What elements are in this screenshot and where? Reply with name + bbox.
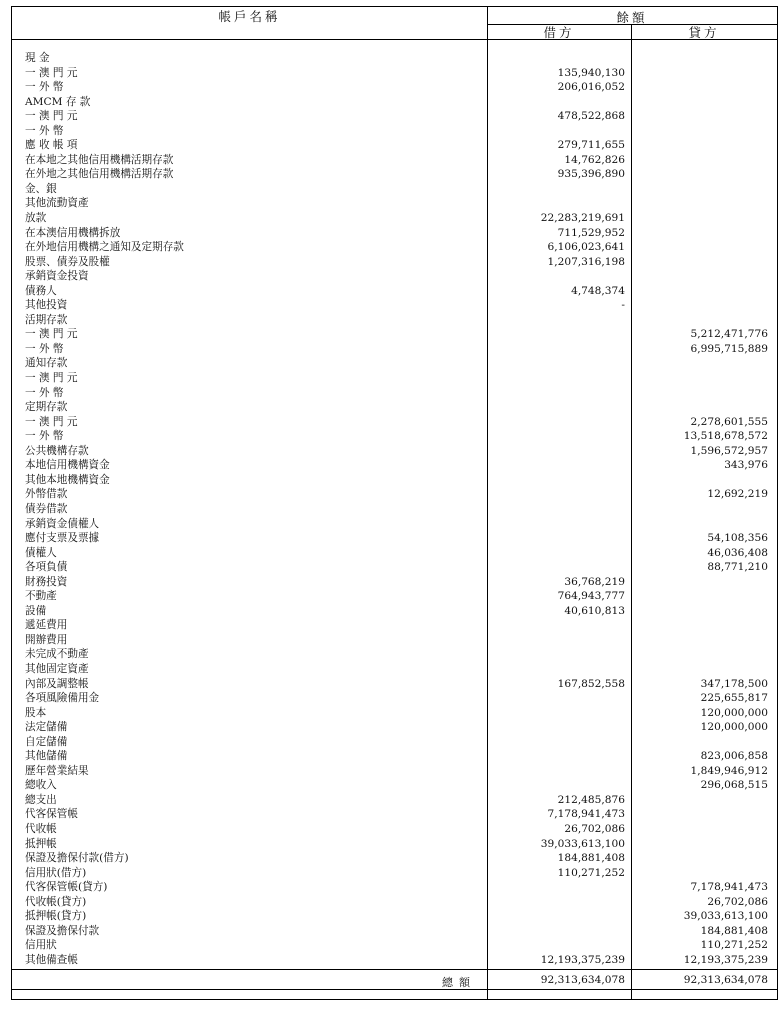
table-row	[12, 95, 777, 110]
table-row	[12, 851, 777, 866]
credit-cell: 2,278,601,555	[690, 415, 768, 428]
account-name-cell: 一 外 幣	[25, 430, 64, 443]
table-row	[12, 662, 777, 677]
table-row	[12, 429, 777, 444]
account-name-cell: 其他固定資產	[25, 662, 89, 675]
account-name-cell: 一 外 幣	[25, 342, 64, 355]
account-name-cell: 在外地信用機構之通知及定期存款	[25, 241, 184, 254]
account-name-cell: 應 收 帳 項	[25, 139, 78, 152]
account-name-cell: 在外地之其他信用機構活期存款	[25, 168, 174, 181]
account-name-cell: 一 澳 門 元	[25, 372, 78, 385]
total-debit: 92,313,634,078	[540, 974, 625, 986]
table-row	[12, 298, 777, 313]
account-name-cell: 其他本地機構資金	[25, 473, 110, 486]
account-name-cell: 總支出	[25, 793, 57, 806]
debit-cell: 135,940,130	[557, 66, 625, 79]
debit-cell: 40,610,813	[564, 604, 625, 617]
account-name-cell: 內部及調整帳	[25, 677, 89, 690]
table-row	[12, 226, 777, 241]
account-name-cell: 一 外 幣	[25, 124, 64, 137]
credit-cell: 110,271,252	[700, 939, 768, 952]
balance-header: 餘額	[616, 10, 648, 25]
account-name-cell: 法定儲備	[25, 721, 68, 734]
table-row	[12, 502, 777, 517]
table-row	[12, 691, 777, 706]
table-row	[12, 458, 777, 473]
table-row	[12, 822, 777, 837]
table-row	[12, 153, 777, 168]
account-name-cell: 一 澳 門 元	[25, 66, 78, 79]
debit-cell: 110,271,252	[557, 866, 625, 879]
balance-sheet-table	[11, 6, 778, 1000]
account-name-cell: 活期存款	[25, 313, 68, 326]
debit-cell: 26,702,086	[564, 822, 625, 835]
credit-cell: 12,193,375,239	[683, 953, 768, 966]
table-row	[12, 66, 777, 81]
debit-cell: 7,178,941,473	[547, 808, 625, 821]
account-name-cell: 債券借款	[25, 502, 68, 515]
account-name-cell: 承銷資金投資	[25, 270, 89, 283]
account-name-cell: 歷年營業結果	[25, 764, 89, 777]
account-name-cell: 一 外 幣	[25, 386, 64, 399]
account-name-cell: 代收帳	[25, 822, 57, 835]
total-credit: 92,313,634,078	[683, 974, 768, 986]
credit-cell: 184,881,408	[700, 924, 768, 937]
table-row	[12, 749, 777, 764]
credit-cell: 54,108,356	[707, 532, 768, 545]
table-row	[12, 807, 777, 822]
table-row	[12, 633, 777, 648]
account-name-cell: 信用狀	[25, 939, 57, 952]
credit-cell: 120,000,000	[700, 706, 768, 719]
table-row	[12, 924, 777, 939]
table-row	[12, 720, 777, 735]
debit-cell: -	[621, 299, 625, 312]
credit-cell: 1,849,946,912	[690, 764, 768, 777]
credit-header: 貸方	[688, 25, 720, 40]
account-name-cell: 各項負債	[25, 561, 68, 574]
table-row	[12, 735, 777, 750]
table-row	[12, 778, 777, 793]
debit-cell: 39,033,613,100	[540, 837, 625, 850]
account-name-cell: 一 澳 門 元	[25, 415, 78, 428]
table-row	[12, 80, 777, 95]
debit-cell: 36,768,219	[564, 575, 625, 588]
account-name-cell: 其他備查帳	[25, 953, 78, 966]
table-row	[12, 880, 777, 895]
credit-cell: 12,692,219	[707, 488, 768, 501]
table-row	[12, 517, 777, 532]
table-row	[12, 604, 777, 619]
table-row	[12, 764, 777, 779]
account-name-cell: 代客保管帳	[25, 808, 78, 821]
debit-cell: 22,283,219,691	[540, 212, 625, 225]
account-name-cell: 應付支票及票據	[25, 532, 100, 545]
credit-cell: 26,702,086	[707, 895, 768, 908]
table-row	[12, 196, 777, 211]
table-row	[12, 371, 777, 386]
debit-header: 借方	[543, 25, 575, 40]
table-row	[12, 575, 777, 590]
account-name-cell: 股票、債券及股權	[25, 255, 110, 268]
account-name-cell: 其他儲備	[25, 750, 68, 763]
account-name-cell: 代收帳(貸方)	[25, 895, 87, 908]
table-row	[12, 327, 777, 342]
account-name-cell: 通知存款	[25, 357, 68, 370]
table-row	[12, 866, 777, 881]
credit-cell: 823,006,858	[700, 750, 768, 763]
debit-cell: 14,762,826	[564, 153, 625, 166]
credit-cell: 1,596,572,957	[690, 444, 768, 457]
account-name-cell: 各項風險備用金	[25, 692, 100, 705]
debit-cell: 711,529,952	[557, 226, 625, 239]
account-name-cell: 總收入	[25, 779, 57, 792]
table-row	[12, 415, 777, 430]
table-row	[12, 444, 777, 459]
account-name-cell: 自定儲備	[25, 735, 68, 748]
account-name-cell: 抵押帳(貸方)	[25, 910, 87, 923]
credit-cell: 347,178,500	[700, 677, 768, 690]
table-row	[12, 167, 777, 182]
table-row	[12, 269, 777, 284]
table-row	[12, 677, 777, 692]
total-label: 總額	[442, 976, 476, 989]
table-row	[12, 793, 777, 808]
table-row	[12, 386, 777, 401]
credit-cell: 120,000,000	[700, 721, 768, 734]
table-row	[12, 356, 777, 371]
account-name-cell: 債權人	[25, 546, 57, 559]
credit-cell: 13,518,678,572	[683, 430, 768, 443]
table-row	[12, 182, 777, 197]
account-rows	[12, 51, 777, 967]
credit-cell: 5,212,471,776	[690, 328, 768, 341]
table-row	[12, 473, 777, 488]
credit-cell: 88,771,210	[707, 561, 768, 574]
table-row	[12, 313, 777, 328]
credit-cell: 7,178,941,473	[690, 881, 768, 894]
account-name-cell: 其他投資	[25, 299, 68, 312]
table-row	[12, 342, 777, 357]
account-name-cell: 代客保管帳(貸方)	[25, 881, 108, 894]
total-separator	[12, 969, 777, 970]
account-name-cell: 遞延費用	[25, 619, 68, 632]
debit-cell: 12,193,375,239	[540, 953, 625, 966]
debit-cell: 478,522,868	[557, 110, 625, 123]
debit-cell: 764,943,777	[557, 590, 625, 603]
debit-cell: 1,207,316,198	[547, 255, 625, 268]
credit-cell: 6,995,715,889	[690, 342, 768, 355]
table-row	[12, 938, 777, 953]
account-name-cell: 公共機構存款	[25, 444, 89, 457]
debit-cell: 6,106,023,641	[547, 241, 625, 254]
debit-cell: 935,396,890	[557, 168, 625, 181]
account-name-cell: 不動產	[25, 590, 57, 603]
credit-cell: 296,068,515	[700, 779, 768, 792]
table-row	[12, 400, 777, 415]
account-name-cell: 在本澳信用機構拆放	[25, 226, 121, 239]
table-row	[12, 895, 777, 910]
account-name-cell: 抵押帳	[25, 837, 57, 850]
table-row	[12, 211, 777, 226]
debit-cell: 184,881,408	[557, 852, 625, 865]
account-name-cell: 保證及擔保付款	[25, 924, 100, 937]
total-bottom-line	[12, 989, 777, 990]
table-row	[12, 560, 777, 575]
table-row	[12, 647, 777, 662]
account-name-cell: 股本	[25, 706, 47, 719]
account-name-cell: 外幣借款	[25, 488, 68, 501]
account-name-cell: 信用狀(借方)	[25, 866, 87, 879]
table-row	[12, 138, 777, 153]
credit-cell: 343,976	[724, 459, 768, 472]
account-name-cell: 一 澳 門 元	[25, 110, 78, 123]
table-row	[12, 255, 777, 270]
credit-cell: 46,036,408	[707, 546, 768, 559]
table-row	[12, 109, 777, 124]
debit-cell: 206,016,052	[557, 81, 625, 94]
table-row	[12, 124, 777, 139]
account-name-cell: 定期存款	[25, 401, 68, 414]
account-name-cell: 未完成不動產	[25, 648, 89, 661]
credit-cell: 39,033,613,100	[683, 910, 768, 923]
debit-cell: 279,711,655	[557, 139, 625, 152]
table-row	[12, 589, 777, 604]
table-row	[12, 487, 777, 502]
account-name-cell: 債務人	[25, 284, 57, 297]
account-name-cell: 保證及擔保付款(借方)	[25, 852, 129, 865]
account-name-cell: 放款	[25, 212, 47, 225]
table-row	[12, 531, 777, 546]
table-row	[12, 546, 777, 561]
account-name-header: 帳戶名稱	[218, 9, 281, 24]
table-row	[12, 51, 777, 66]
debit-cell: 167,852,558	[557, 677, 625, 690]
account-name-cell: 其他流動資產	[25, 197, 89, 210]
table-row	[12, 240, 777, 255]
account-name-cell: 設備	[25, 604, 47, 617]
account-name-cell: 財務投資	[25, 575, 68, 588]
debit-cell: 212,485,876	[557, 793, 625, 806]
credit-cell: 225,655,817	[700, 692, 768, 705]
account-name-cell: 一 外 幣	[25, 81, 64, 94]
account-name-cell: AMCM 存 款	[25, 95, 91, 108]
table-row	[12, 618, 777, 633]
table-row	[12, 837, 777, 852]
account-name-cell: 承銷資金債權人	[25, 517, 100, 530]
table-row	[12, 909, 777, 924]
account-name-cell: 開辦費用	[25, 633, 68, 646]
table-row	[12, 284, 777, 299]
table-row	[12, 706, 777, 721]
account-name-cell: 一 澳 門 元	[25, 328, 78, 341]
account-name-cell: 在本地之其他信用機構活期存款	[25, 153, 174, 166]
account-name-cell: 金、銀	[25, 182, 57, 195]
table-row	[12, 953, 777, 968]
debit-cell: 4,748,374	[571, 284, 625, 297]
account-name-cell: 現 金	[25, 52, 50, 64]
account-name-cell: 本地信用機構資金	[25, 459, 110, 472]
